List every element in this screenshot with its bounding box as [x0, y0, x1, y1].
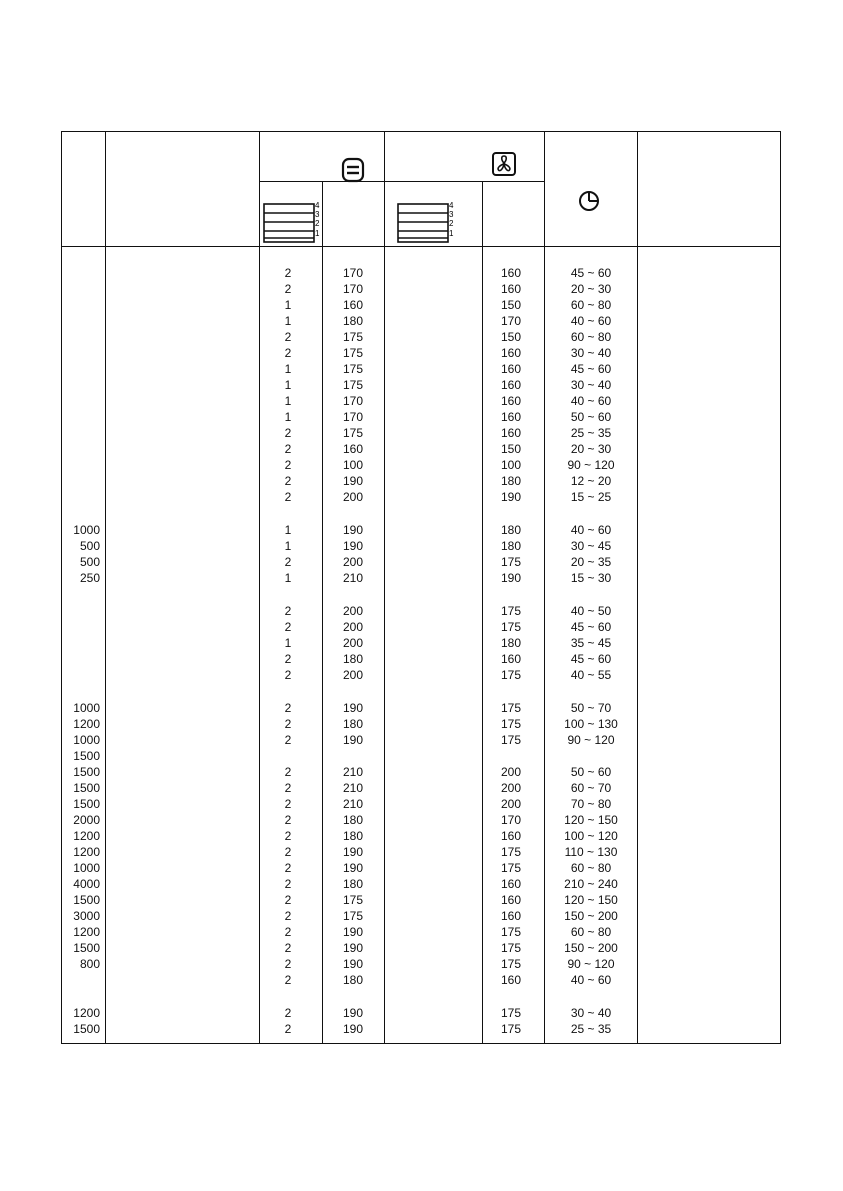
conventional-temp-cell: 190 [342, 733, 364, 747]
table-row [0, 393, 843, 409]
conventional-temp-cell: 180 [342, 973, 364, 987]
fan-temp-cell: 200 [500, 781, 522, 795]
cooking-time-cell: 15 ~ 25 [570, 490, 612, 504]
fan-temp-cell: 160 [500, 346, 522, 360]
shelf-position-cell: 2 [284, 668, 292, 682]
fan-temp-cell: 175 [500, 925, 522, 939]
cooking-time-cell: 45 ~ 60 [570, 362, 612, 376]
fan-temp-cell: 150 [500, 442, 522, 456]
fan-temp-cell: 200 [500, 765, 522, 779]
conventional-temp-cell: 170 [342, 394, 364, 408]
table-row [0, 1021, 843, 1037]
fan-temp-cell: 160 [500, 652, 522, 666]
shelf-position-cell: 1 [284, 410, 292, 424]
cooking-time-cell: 25 ~ 35 [570, 426, 612, 440]
cooking-time-cell: 60 ~ 70 [570, 781, 612, 795]
fan-temp-cell: 160 [500, 893, 522, 907]
weight-cell: 1200 [73, 925, 100, 939]
cooking-time-cell: 90 ~ 120 [567, 458, 615, 472]
shelf-position-cell: 2 [284, 474, 292, 488]
table-row [0, 956, 843, 972]
cooking-time-cell: 150 ~ 200 [564, 941, 618, 955]
table-row [0, 908, 843, 924]
fan-oven-icon [490, 150, 518, 178]
conventional-oven-icon [339, 156, 367, 184]
shelf-position-cell: 2 [284, 829, 292, 843]
cooking-time-cell: 20 ~ 35 [570, 555, 612, 569]
fan-temp-cell: 175 [500, 957, 522, 971]
fan-temp-cell: 180 [500, 474, 522, 488]
conventional-temp-cell: 190 [342, 861, 364, 875]
cooking-time-cell: 15 ~ 30 [570, 571, 612, 585]
cooking-time-cell: 30 ~ 45 [570, 539, 612, 553]
shelf-position-cell: 2 [284, 957, 292, 971]
table-row [0, 619, 843, 635]
conventional-temp-cell: 175 [342, 909, 364, 923]
cooking-time-cell: 30 ~ 40 [570, 1006, 612, 1020]
shelf-position-cell: 2 [284, 893, 292, 907]
shelf-position-cell: 2 [284, 717, 292, 731]
cooking-time-cell: 90 ~ 120 [567, 733, 615, 747]
conventional-temp-cell: 200 [342, 490, 364, 504]
shelf-level-label: 4 [315, 201, 320, 210]
fan-temp-cell: 175 [500, 555, 522, 569]
conventional-temp-cell: 175 [342, 362, 364, 376]
conventional-temp-cell: 190 [342, 1022, 364, 1036]
conventional-temp-cell: 180 [342, 717, 364, 731]
shelf-position-cell: 2 [284, 765, 292, 779]
cooking-time-cell: 20 ~ 30 [570, 282, 612, 296]
header-bottom-line [61, 246, 781, 247]
shelf-level-label: 2 [449, 219, 454, 228]
table-row [0, 473, 843, 489]
weight-cell: 500 [79, 555, 100, 569]
conventional-temp-cell: 160 [342, 298, 364, 312]
table-row [0, 345, 843, 361]
conventional-temp-cell: 190 [342, 941, 364, 955]
conventional-temp-cell: 200 [342, 668, 364, 682]
weight-cell: 3000 [73, 909, 100, 923]
table-row [0, 667, 843, 683]
table-row [0, 265, 843, 281]
weight-cell: 250 [79, 571, 100, 585]
conventional-temp-cell: 190 [342, 701, 364, 715]
table-row [0, 297, 843, 313]
cooking-time-cell: 40 ~ 50 [570, 604, 612, 618]
cooking-time-cell: 60 ~ 80 [570, 330, 612, 344]
conventional-temp-cell: 180 [342, 813, 364, 827]
table-row [0, 425, 843, 441]
shelf-position-cell: 2 [284, 652, 292, 666]
fan-temp-cell: 175 [500, 861, 522, 875]
table-row [0, 924, 843, 940]
timer-icon [576, 188, 602, 214]
conventional-temp-cell: 190 [342, 957, 364, 971]
cooking-time-cell: 110 ~ 130 [564, 845, 618, 859]
shelf-position-cell: 2 [284, 1022, 292, 1036]
weight-cell: 1500 [73, 781, 100, 795]
table-row [0, 812, 843, 828]
shelf-position-cell: 2 [284, 426, 292, 440]
shelf-position-cell: 2 [284, 330, 292, 344]
fan-temp-cell: 150 [500, 330, 522, 344]
shelf-position-cell: 1 [284, 571, 292, 585]
weight-cell: 800 [79, 957, 100, 971]
fan-temp-cell: 175 [500, 717, 522, 731]
weight-cell: 1500 [73, 941, 100, 955]
weight-cell: 1500 [73, 893, 100, 907]
conventional-temp-cell: 100 [342, 458, 364, 472]
cooking-time-cell: 60 ~ 80 [570, 298, 612, 312]
cooking-time-cell: 210 ~ 240 [564, 877, 618, 891]
shelf-position-cell: 2 [284, 1006, 292, 1020]
table-row [0, 377, 843, 393]
fan-temp-cell: 200 [500, 797, 522, 811]
shelf-position-cell: 1 [284, 539, 292, 553]
conventional-temp-cell: 180 [342, 877, 364, 891]
conventional-temp-cell: 175 [342, 378, 364, 392]
shelf-position-cell: 1 [284, 636, 292, 650]
conventional-temp-cell: 210 [342, 571, 364, 585]
table-row [0, 748, 843, 764]
conventional-temp-cell: 190 [342, 523, 364, 537]
shelf-position-cell: 2 [284, 973, 292, 987]
conventional-temp-cell: 175 [342, 426, 364, 440]
cooking-time-cell: 35 ~ 45 [570, 636, 612, 650]
cooking-time-cell: 25 ~ 35 [570, 1022, 612, 1036]
conventional-temp-cell: 200 [342, 555, 364, 569]
conventional-temp-cell: 170 [342, 410, 364, 424]
table-row [0, 489, 843, 505]
table-row [0, 651, 843, 667]
fan-temp-cell: 160 [500, 909, 522, 923]
fan-temp-cell: 160 [500, 362, 522, 376]
shelf-position-cell: 2 [284, 555, 292, 569]
shelf-position-cell: 2 [284, 346, 292, 360]
cooking-time-cell: 90 ~ 120 [567, 957, 615, 971]
weight-cell: 1200 [73, 717, 100, 731]
weight-cell: 1200 [73, 829, 100, 843]
conventional-temp-cell: 210 [342, 797, 364, 811]
table-row [0, 780, 843, 796]
shelf-position-cell: 2 [284, 797, 292, 811]
fan-temp-cell: 175 [500, 620, 522, 634]
table-row [0, 570, 843, 586]
cooking-time-cell: 120 ~ 150 [564, 893, 618, 907]
shelf-position-cell: 1 [284, 362, 292, 376]
table-row [0, 892, 843, 908]
header-subdivider [259, 181, 544, 182]
fan-temp-cell: 160 [500, 394, 522, 408]
cooking-time-cell: 30 ~ 40 [570, 346, 612, 360]
table-row [0, 828, 843, 844]
cooking-time-cell: 60 ~ 80 [570, 925, 612, 939]
fan-temp-cell: 160 [500, 829, 522, 843]
shelf-position-cell: 2 [284, 861, 292, 875]
shelf-position-cell: 2 [284, 781, 292, 795]
weight-cell: 1500 [73, 749, 100, 763]
shelf-position-cell: 2 [284, 701, 292, 715]
shelf-position-cell: 1 [284, 523, 292, 537]
shelf-level-icon [262, 196, 322, 244]
table-row [0, 1005, 843, 1021]
cooking-time-cell: 70 ~ 80 [570, 797, 612, 811]
conventional-temp-cell: 190 [342, 925, 364, 939]
shelf-position-cell: 2 [284, 620, 292, 634]
fan-temp-cell: 100 [500, 458, 522, 472]
conventional-temp-cell: 190 [342, 1006, 364, 1020]
table-row [0, 441, 843, 457]
shelf-position-cell: 2 [284, 909, 292, 923]
weight-cell: 500 [79, 539, 100, 553]
weight-cell: 1200 [73, 845, 100, 859]
fan-temp-cell: 175 [500, 1006, 522, 1020]
conventional-temp-cell: 175 [342, 893, 364, 907]
table-row [0, 716, 843, 732]
shelf-position-cell: 2 [284, 813, 292, 827]
weight-cell: 1000 [73, 523, 100, 537]
table-row [0, 313, 843, 329]
fan-temp-cell: 175 [500, 668, 522, 682]
shelf-position-cell: 2 [284, 266, 292, 280]
cooking-time-cell: 40 ~ 60 [570, 973, 612, 987]
shelf-position-cell: 2 [284, 282, 292, 296]
cooking-time-cell: 50 ~ 60 [570, 410, 612, 424]
cooking-time-cell: 120 ~ 150 [564, 813, 618, 827]
weight-cell: 1000 [73, 701, 100, 715]
fan-temp-cell: 175 [500, 1022, 522, 1036]
shelf-level-label: 2 [315, 219, 320, 228]
conventional-temp-cell: 190 [342, 474, 364, 488]
conventional-temp-cell: 175 [342, 330, 364, 344]
weight-cell: 4000 [73, 877, 100, 891]
shelf-position-cell: 2 [284, 490, 292, 504]
table-row [0, 538, 843, 554]
weight-cell: 1000 [73, 861, 100, 875]
fan-temp-cell: 160 [500, 266, 522, 280]
table-row [0, 329, 843, 345]
cooking-time-cell: 40 ~ 60 [570, 314, 612, 328]
conventional-temp-cell: 190 [342, 845, 364, 859]
shelf-position-cell: 1 [284, 394, 292, 408]
shelf-level-label: 3 [315, 210, 320, 219]
shelf-position-cell: 2 [284, 941, 292, 955]
table-row [0, 972, 843, 988]
cooking-time-cell: 20 ~ 30 [570, 442, 612, 456]
shelf-position-cell: 2 [284, 442, 292, 456]
fan-temp-cell: 180 [500, 636, 522, 650]
shelf-position-cell: 2 [284, 925, 292, 939]
conventional-temp-cell: 170 [342, 282, 364, 296]
cooking-time-cell: 45 ~ 60 [570, 620, 612, 634]
conventional-temp-cell: 175 [342, 346, 364, 360]
fan-temp-cell: 170 [500, 813, 522, 827]
shelf-position-cell: 1 [284, 298, 292, 312]
table-row [0, 603, 843, 619]
cooking-time-cell: 40 ~ 55 [570, 668, 612, 682]
conventional-temp-cell: 170 [342, 266, 364, 280]
cooking-time-cell: 40 ~ 60 [570, 394, 612, 408]
conventional-temp-cell: 200 [342, 636, 364, 650]
conventional-temp-cell: 180 [342, 652, 364, 666]
table-row [0, 876, 843, 892]
shelf-position-cell: 2 [284, 877, 292, 891]
shelf-position-cell: 2 [284, 604, 292, 618]
fan-temp-cell: 170 [500, 314, 522, 328]
cooking-time-cell: 100 ~ 120 [564, 829, 618, 843]
conventional-temp-cell: 160 [342, 442, 364, 456]
table-row [0, 860, 843, 876]
table-row [0, 281, 843, 297]
fan-temp-cell: 190 [500, 571, 522, 585]
cooking-time-cell: 50 ~ 60 [570, 765, 612, 779]
shelf-level-icon [396, 196, 456, 244]
table-row [0, 732, 843, 748]
cooking-time-cell: 60 ~ 80 [570, 861, 612, 875]
fan-temp-cell: 190 [500, 490, 522, 504]
conventional-temp-cell: 180 [342, 829, 364, 843]
cooking-time-cell: 50 ~ 70 [570, 701, 612, 715]
table-row [0, 940, 843, 956]
table-row [0, 764, 843, 780]
cooking-time-cell: 100 ~ 130 [564, 717, 618, 731]
table-row [0, 554, 843, 570]
shelf-position-cell: 2 [284, 458, 292, 472]
table-row [0, 796, 843, 812]
table-row [0, 457, 843, 473]
conventional-temp-cell: 210 [342, 765, 364, 779]
fan-temp-cell: 175 [500, 941, 522, 955]
conventional-temp-cell: 180 [342, 314, 364, 328]
shelf-position-cell: 1 [284, 314, 292, 328]
fan-temp-cell: 160 [500, 426, 522, 440]
shelf-position-cell: 2 [284, 733, 292, 747]
weight-cell: 1000 [73, 733, 100, 747]
cooking-time-cell: 30 ~ 40 [570, 378, 612, 392]
shelf-position-cell: 1 [284, 378, 292, 392]
conventional-temp-cell: 200 [342, 620, 364, 634]
weight-cell: 1500 [73, 1022, 100, 1036]
fan-temp-cell: 180 [500, 539, 522, 553]
shelf-level-label: 3 [449, 210, 454, 219]
fan-temp-cell: 180 [500, 523, 522, 537]
conventional-temp-cell: 200 [342, 604, 364, 618]
cooking-time-cell: 45 ~ 60 [570, 652, 612, 666]
cooking-time-cell: 150 ~ 200 [564, 909, 618, 923]
table-row [0, 844, 843, 860]
shelf-level-label: 1 [315, 229, 320, 238]
fan-temp-cell: 175 [500, 845, 522, 859]
cooking-time-cell: 12 ~ 20 [570, 474, 612, 488]
weight-cell: 1500 [73, 765, 100, 779]
table-row [0, 522, 843, 538]
shelf-level-label: 4 [449, 201, 454, 210]
weight-cell: 1500 [73, 797, 100, 811]
shelf-level-label: 1 [449, 229, 454, 238]
table-row [0, 700, 843, 716]
table-row [0, 361, 843, 377]
table-row [0, 409, 843, 425]
conventional-temp-cell: 210 [342, 781, 364, 795]
fan-temp-cell: 175 [500, 604, 522, 618]
fan-temp-cell: 160 [500, 410, 522, 424]
fan-temp-cell: 160 [500, 282, 522, 296]
fan-temp-cell: 175 [500, 701, 522, 715]
fan-temp-cell: 150 [500, 298, 522, 312]
table-row [0, 635, 843, 651]
cooking-time-cell: 40 ~ 60 [570, 523, 612, 537]
shelf-position-cell: 2 [284, 845, 292, 859]
weight-cell: 1200 [73, 1006, 100, 1020]
cooking-time-cell: 45 ~ 60 [570, 266, 612, 280]
fan-temp-cell: 160 [500, 973, 522, 987]
fan-temp-cell: 160 [500, 378, 522, 392]
fan-temp-cell: 160 [500, 877, 522, 891]
weight-cell: 2000 [73, 813, 100, 827]
fan-temp-cell: 175 [500, 733, 522, 747]
conventional-temp-cell: 190 [342, 539, 364, 553]
